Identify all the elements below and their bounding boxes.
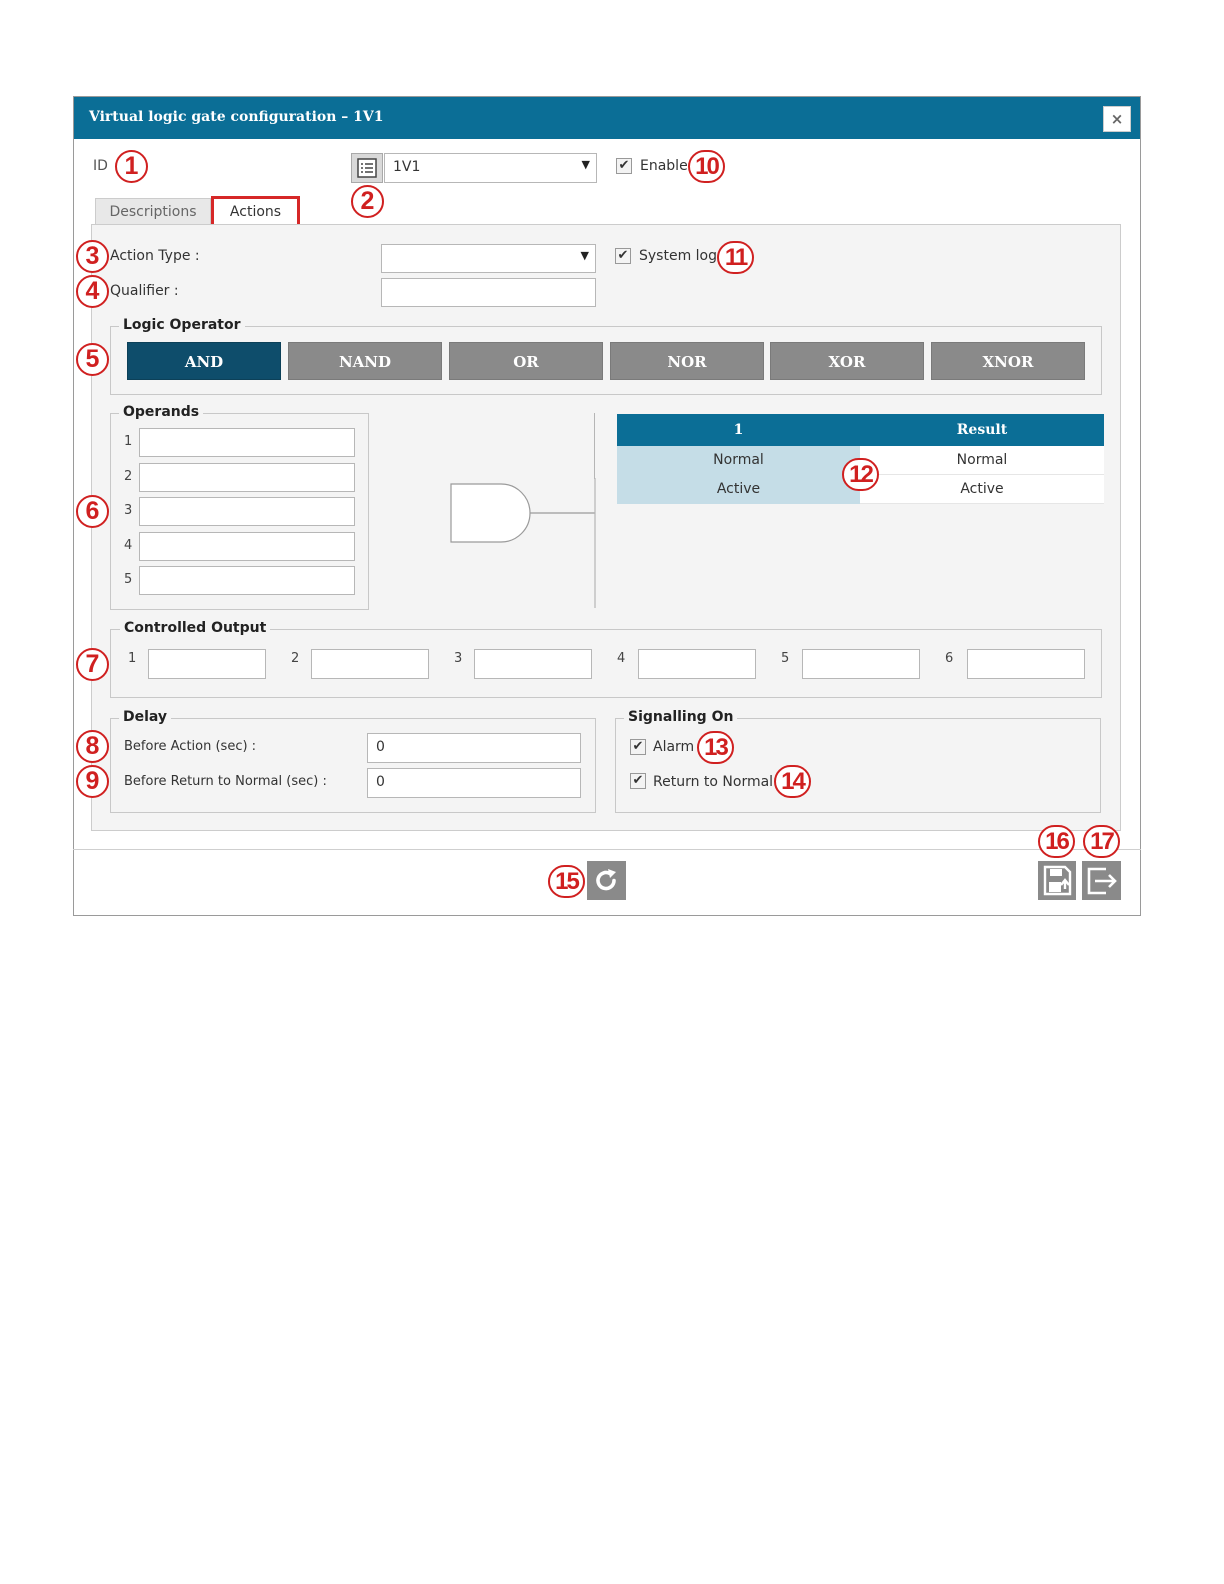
callout-4: 4 xyxy=(76,275,109,308)
truth-cell: Active xyxy=(617,475,860,504)
before-action-input[interactable] xyxy=(367,733,581,763)
operator-and-button[interactable]: AND xyxy=(127,342,281,380)
tab-actions[interactable]: Actions xyxy=(211,196,300,228)
operator-nor-button[interactable]: NOR xyxy=(610,342,764,380)
callout-10: 10 xyxy=(688,150,725,183)
output-number: 1 xyxy=(128,651,137,666)
operand-number: 3 xyxy=(124,503,133,518)
output-input-4[interactable] xyxy=(638,649,756,679)
id-select[interactable] xyxy=(384,153,597,183)
chevron-down-icon: ▼ xyxy=(581,158,590,171)
exit-button[interactable] xyxy=(1082,861,1121,900)
callout-11: 11 xyxy=(717,241,754,274)
id-list-button[interactable] xyxy=(351,153,383,183)
callout-8: 8 xyxy=(76,730,109,763)
refresh-icon xyxy=(587,861,626,900)
exit-icon xyxy=(1082,861,1121,900)
alarm-checkbox[interactable]: ✔ xyxy=(630,739,646,755)
dialog-title: Virtual logic gate configuration – 1V1 xyxy=(89,109,384,125)
operand-input-4[interactable] xyxy=(139,532,355,561)
callout-13: 13 xyxy=(697,731,734,764)
list-icon xyxy=(352,154,382,182)
qualifier-label: Qualifier : xyxy=(110,283,179,299)
operator-xnor-button[interactable]: XNOR xyxy=(931,342,1085,380)
truth-cell: Normal xyxy=(860,446,1104,475)
delay-legend: Delay xyxy=(119,709,171,725)
callout-5: 5 xyxy=(76,343,109,376)
controlled-output-legend: Controlled Output xyxy=(120,620,270,636)
operator-or-button[interactable]: OR xyxy=(449,342,603,380)
dialog-titlebar xyxy=(74,97,1140,139)
diagram-divider xyxy=(594,413,595,479)
callout-16: 16 xyxy=(1038,825,1075,858)
callout-12: 12 xyxy=(842,458,879,491)
save-icon xyxy=(1038,861,1076,900)
before-return-value: 0 xyxy=(376,774,385,790)
truth-header-input: 1 xyxy=(617,414,860,446)
before-return-label: Before Return to Normal (sec) : xyxy=(124,774,327,789)
operator-xor-button[interactable]: XOR xyxy=(770,342,924,380)
system-log-label: System log xyxy=(639,248,717,264)
operand-number: 2 xyxy=(124,469,133,484)
truth-cell: Normal xyxy=(617,446,860,475)
operator-nand-button[interactable]: NAND xyxy=(288,342,442,380)
operand-input-2[interactable] xyxy=(139,463,355,492)
callout-1: 1 xyxy=(115,150,148,183)
operands-legend: Operands xyxy=(119,404,203,420)
output-number: 3 xyxy=(454,651,463,666)
output-input-2[interactable] xyxy=(311,649,429,679)
output-input-3[interactable] xyxy=(474,649,592,679)
operand-number: 1 xyxy=(124,434,133,449)
callout-6: 6 xyxy=(76,495,109,528)
output-number: 5 xyxy=(781,651,790,666)
signalling-legend: Signalling On xyxy=(624,709,737,725)
before-action-value: 0 xyxy=(376,739,385,755)
before-return-input[interactable] xyxy=(367,768,581,798)
output-number: 2 xyxy=(291,651,300,666)
callout-3: 3 xyxy=(76,240,109,273)
close-icon: × xyxy=(1110,110,1124,128)
system-log-checkbox[interactable]: ✔ xyxy=(615,248,631,264)
id-select-value: 1V1 xyxy=(393,159,421,175)
operand-input-5[interactable] xyxy=(139,566,355,595)
truth-cell: Active xyxy=(860,475,1104,504)
callout-2: 2 xyxy=(351,185,384,218)
operand-input-3[interactable] xyxy=(139,497,355,526)
operand-number: 4 xyxy=(124,538,133,553)
before-action-label: Before Action (sec) : xyxy=(124,739,257,754)
callout-15: 15 xyxy=(548,865,585,898)
callout-7: 7 xyxy=(76,648,109,681)
alarm-label: Alarm xyxy=(653,739,695,755)
output-input-5[interactable] xyxy=(802,649,920,679)
output-number: 6 xyxy=(945,651,954,666)
output-input-6[interactable] xyxy=(967,649,1085,679)
callout-9: 9 xyxy=(76,765,109,798)
signalling-group xyxy=(615,718,1101,813)
enable-checkbox[interactable]: ✔ xyxy=(616,158,632,174)
save-button[interactable] xyxy=(1038,861,1076,900)
callout-14: 14 xyxy=(774,765,811,798)
logic-operator-legend: Logic Operator xyxy=(119,317,245,333)
qualifier-input[interactable] xyxy=(381,278,596,307)
truth-header-result: Result xyxy=(860,414,1104,446)
return-normal-label: Return to Normal xyxy=(653,774,774,790)
close-button[interactable] xyxy=(1103,106,1131,132)
return-normal-checkbox[interactable]: ✔ xyxy=(630,773,646,789)
output-number: 4 xyxy=(617,651,626,666)
tab-descriptions[interactable]: Descriptions xyxy=(95,198,211,226)
id-label: ID xyxy=(93,158,108,174)
operand-number: 5 xyxy=(124,572,133,587)
refresh-button[interactable] xyxy=(587,861,626,900)
chevron-down-icon: ▼ xyxy=(580,249,589,262)
operand-input-1[interactable] xyxy=(139,428,355,457)
action-type-label: Action Type : xyxy=(110,248,200,264)
callout-17: 17 xyxy=(1083,825,1120,858)
and-gate-diagram xyxy=(445,478,605,610)
footer-divider xyxy=(73,849,1141,850)
enable-label: Enable xyxy=(640,158,688,174)
output-input-1[interactable] xyxy=(148,649,266,679)
action-type-select[interactable] xyxy=(381,244,596,273)
